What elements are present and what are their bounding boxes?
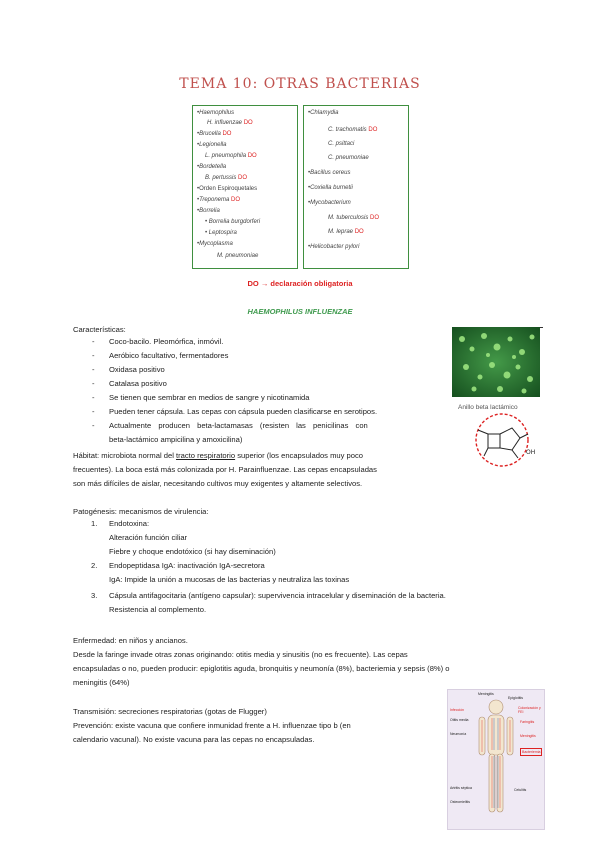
body-label: Epiglotitis	[508, 696, 523, 700]
list-item: •Orden Espiroquetales	[197, 186, 258, 192]
list-number: 1.	[91, 519, 98, 528]
list-item: •Coxiella burnetii	[308, 185, 353, 191]
bullet: -	[92, 393, 95, 402]
enfermedad-line-3: meningitis (64%)	[73, 678, 130, 687]
betalactam-ring-diagram	[462, 410, 544, 472]
list-item: •Bordetella	[197, 164, 227, 170]
divider	[540, 327, 543, 328]
body-label: Otitis media	[450, 718, 469, 722]
list-item: •Treponema DO	[197, 197, 241, 203]
list-item: •Bacillus cereus	[308, 170, 351, 176]
list-item: M. pneumoniae	[217, 253, 259, 259]
list-item: Aeróbico facultativo, fermentadores	[109, 351, 229, 360]
list-item: •Mycobacterium	[308, 200, 351, 206]
list-item: B. pertussis DO	[205, 175, 248, 181]
bullet: -	[92, 351, 95, 360]
list-item: Cápsula antifagocitaria (antígeno capsular): supervivencia intracelular y diseminación de la bacteria.	[109, 591, 446, 600]
bullet: -	[92, 365, 95, 374]
oh-label: OH	[526, 449, 536, 456]
habitat-line-3: son más difíciles de aislar, necesitando cultivos muy exigentes y altamente selectivos.	[73, 479, 363, 488]
list-item: Endotoxina:	[109, 519, 150, 528]
body-label: Neumonía	[450, 732, 467, 736]
list-item: Fiebre y choque endotóxico (si hay diseminación)	[109, 547, 276, 556]
list-item: M. tuberculosis DO	[328, 215, 380, 221]
bullet: -	[92, 421, 95, 430]
patogenesis-heading: Patogénesis: mecanismos de virulencia:	[73, 507, 209, 516]
list-item: H. influenzae DO	[207, 120, 253, 126]
body-label: Faringitis	[520, 720, 535, 724]
list-number: 2.	[91, 561, 98, 570]
betalactam-caption: Anillo beta lactámico	[458, 404, 518, 411]
enfermedad-line-1: Desde la faringe invade otras zonas originando: otitis media y sinusitis (no es frecuente). Las cepas	[73, 650, 408, 659]
body-label: Artritis séptica	[450, 786, 472, 790]
list-item: C. pneumoniae	[328, 155, 369, 161]
list-item: • Leptospira	[205, 230, 237, 236]
habitat-line-2: frecuentes). La boca está más colonizada por H. Parainfluenzae. Las cepas encapsuladas	[73, 465, 377, 474]
bacteria-list-left	[192, 105, 298, 269]
list-item: •Chlamydia	[308, 110, 339, 116]
list-item: Actualmente producen beta-lactamasas (resisten las penicilinas con	[109, 421, 368, 430]
list-item: •Brucella DO	[197, 131, 232, 137]
habitat-line-1: Hábitat: microbiota normal del tracto respiratorio superior (los encapsulados muy poco	[73, 451, 363, 460]
list-number: 3.	[91, 591, 98, 600]
list-item: IgA: Impide la unión a mucosas de las bacterias y neutraliza las toxinas	[109, 575, 350, 584]
list-item: C. trachomatis DO	[328, 127, 378, 133]
list-item: L. pneumophila DO	[205, 153, 257, 159]
caracteristicas-heading: Características:	[73, 325, 126, 334]
bullet: -	[92, 379, 95, 388]
enfermedad-line-2: encapsuladas o no, pueden producir: epiglotitis aguda, bronquitis y neumonía (8%), bacteriemia y sepsis (8%) o	[73, 664, 450, 673]
prevencion-line-1: Prevención: existe vacuna que confiere inmunidad frente a H. influenzae tipo b (en	[73, 721, 351, 730]
list-item: Alteración función ciliar	[109, 533, 188, 542]
body-label: Celulitis	[514, 788, 527, 792]
list-item: •Helicobacter pylori	[308, 244, 360, 250]
list-item: Pueden tener cápsula. Las cepas con cápsula pueden clasificarse en serotipos.	[109, 407, 378, 416]
list-item: •Haemophilus	[197, 110, 235, 116]
bullet: -	[92, 337, 95, 346]
list-item: • Borrelia burgdorferi	[205, 219, 261, 225]
list-item: M. leprae DO	[328, 229, 364, 235]
list-item: •Mycoplasma	[197, 241, 233, 247]
habitat-label: Hábitat:	[73, 451, 100, 460]
list-item: beta-lactámico ampicilina y amoxicilina)	[109, 435, 243, 444]
list-item: Catalasa positivo	[109, 379, 167, 388]
list-item: Se tienen que sembrar en medios de sangre y nicotinamida	[109, 393, 310, 402]
list-item: Oxidasa positivo	[109, 365, 165, 374]
microscope-image	[452, 327, 540, 397]
body-label: Colonización y FEI	[518, 706, 541, 714]
list-item: Coco-bacilo. Pleomórfica, inmóvil.	[109, 337, 224, 346]
list-item: •Borrelia	[197, 208, 220, 214]
prevencion-line-2: calendario vacunal). No existe vacuna para las cepas no encapsuladas.	[73, 735, 315, 744]
list-item: •Legionella	[197, 142, 227, 148]
transmision-heading: Transmisión: secreciones respiratorias (gotas de Flugger)	[73, 707, 267, 716]
list-item: C. psittaci	[328, 141, 355, 147]
section-subtitle: HAEMOPHILUS INFLUENZAE	[247, 307, 353, 316]
list-item: Endopeptidasa IgA: inactivación IgA-secretora	[109, 561, 265, 570]
body-label: Bacteriemia	[522, 750, 541, 754]
bacteria-list-right	[303, 105, 409, 269]
body-label: Meningitis	[478, 692, 494, 696]
body-label: Infección	[450, 708, 465, 712]
bullet: -	[92, 407, 95, 416]
list-item: Resistencia al complemento.	[109, 605, 207, 614]
do-legend: DO → declaración obligatoria	[247, 279, 353, 288]
body-label: Meningitis	[520, 734, 536, 738]
page-title: TEMA 10: OTRAS BACTERIAS	[179, 76, 421, 92]
enfermedad-heading: Enfermedad: en niños y ancianos.	[73, 636, 188, 645]
body-diagram	[447, 689, 545, 830]
body-label: Osteomielitis	[450, 800, 471, 804]
